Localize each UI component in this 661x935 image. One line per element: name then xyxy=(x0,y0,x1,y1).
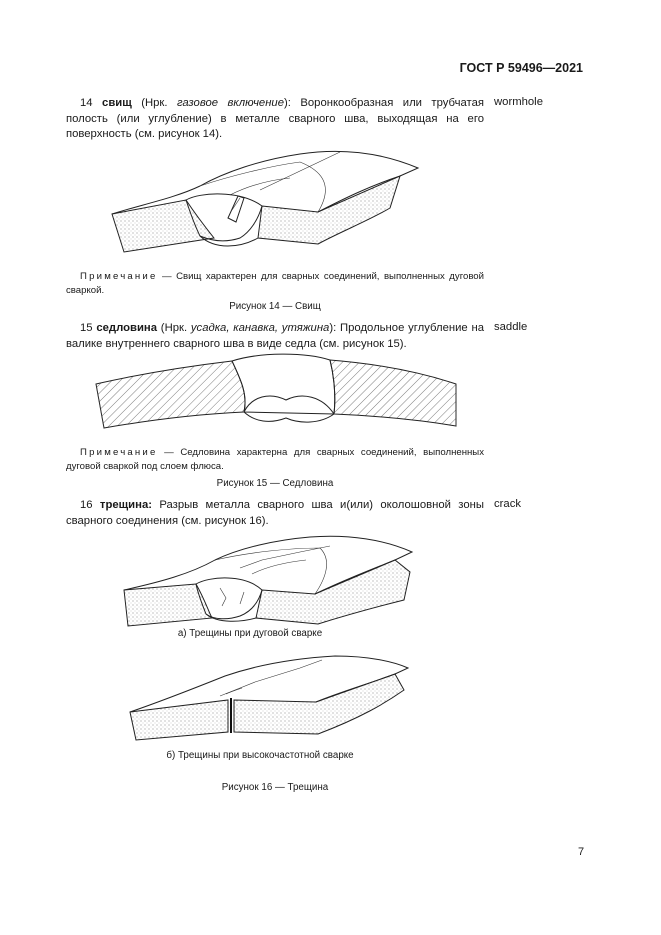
term-text: ): Продольное углубление на валике внутреннего сварного шва в виде седла (см. рисунок 15). xyxy=(66,322,484,350)
figure-14-caption: Рисунок 14 — Свищ xyxy=(229,301,321,312)
note-label: Примечание xyxy=(80,271,158,282)
term-synonyms: газовое включение xyxy=(176,97,284,109)
figure-16a-subcaption: а) Трещины при дуговой сварке xyxy=(177,628,323,639)
term-14-definition xyxy=(66,96,484,143)
term-text: Разрыв металла сварного шва и(или) околошовной зоны сварного соединения (см. рисунок 16). xyxy=(66,499,484,527)
note-text: — Свищ характерен для сварных соединений, выполненных дуговой сваркой. xyxy=(66,271,484,296)
note-text: — Седловина характерна для сварных соединений, выполненных дуговой сваркой под слоем флюса. xyxy=(66,447,484,472)
term-16-definition xyxy=(66,498,484,529)
term-number: 15 xyxy=(80,322,93,334)
term-15-english: saddle xyxy=(494,321,528,333)
term-name: седловина xyxy=(96,322,158,334)
term-pre: (Нрк. xyxy=(131,97,177,109)
document-id: ГОСТ Р 59496—2021 xyxy=(459,61,583,75)
term-number: 14 xyxy=(80,97,93,109)
figure-15-caption: Рисунок 15 — Седловина xyxy=(216,478,334,489)
page-number: 7 xyxy=(578,846,585,858)
term-14-english: wormhole xyxy=(494,96,543,108)
note-14 xyxy=(66,270,484,298)
term-pre: (Нрк. xyxy=(157,322,191,334)
figure-16b-subcaption: б) Трещины при высокочастотной сварке xyxy=(166,750,354,761)
term-16-english: crack xyxy=(494,498,521,510)
term-synonyms: усадка, канавка, утяжина xyxy=(190,322,330,334)
figure-16-caption: Рисунок 16 — Трещина xyxy=(221,782,329,793)
term-number: 16 xyxy=(80,499,93,511)
term-name: трещина: xyxy=(99,499,152,511)
term-text: ): Воронкообразная или трубчатая полость (или углубление) в металле сварного шва, выходящая на его поверхность (см. рисунок 14). xyxy=(66,97,485,140)
note-label: Примечание xyxy=(80,447,158,458)
term-15-definition xyxy=(66,321,484,352)
term-name: свищ xyxy=(102,97,132,109)
note-15 xyxy=(66,446,484,474)
